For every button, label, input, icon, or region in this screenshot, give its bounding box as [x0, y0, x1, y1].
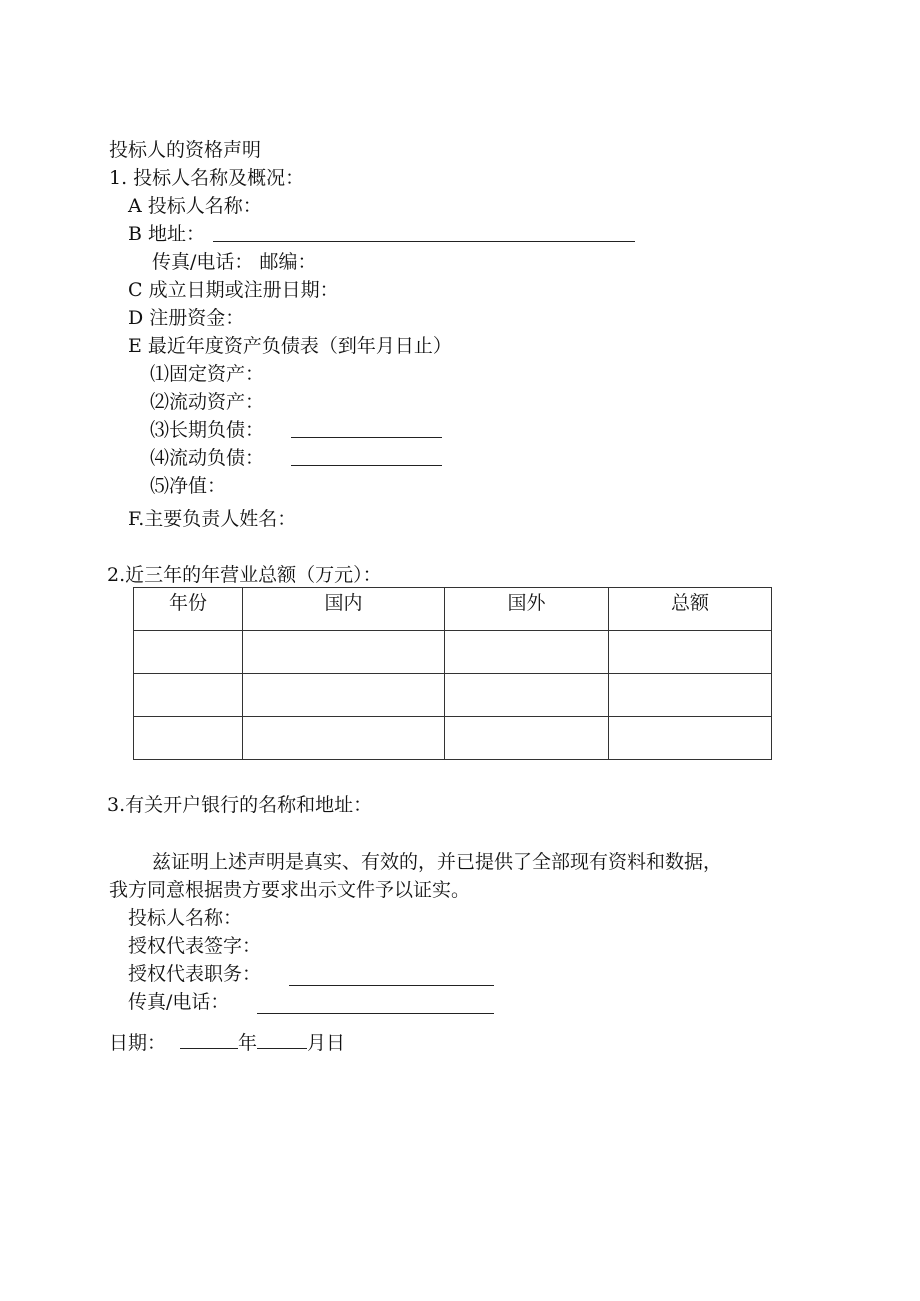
table-cell[interactable] — [243, 631, 445, 674]
table-row — [134, 674, 772, 717]
revenue-table — [133, 587, 772, 760]
table-cell[interactable] — [243, 674, 445, 717]
table-cell[interactable] — [243, 717, 445, 760]
section2-heading: 2.近三年的年营业总额（万元）： — [107, 564, 382, 586]
table-row — [134, 717, 772, 760]
signature-bidder-name-label: 投标人名称： — [128, 907, 243, 929]
table-header-row — [134, 588, 772, 631]
document-title: 投标人的资格声明 — [109, 139, 262, 161]
current-liabilities-label: ⑷流动负债： — [150, 447, 265, 469]
table-cell[interactable] — [445, 631, 609, 674]
rep-title-label: 授权代表职务： — [128, 963, 262, 985]
table-cell[interactable] — [445, 674, 609, 717]
declaration-line2: 我方同意根据贵方要求出示文件予以证实。 — [109, 879, 471, 901]
date-year-text: 年 — [238, 1032, 258, 1054]
balance-sheet-label: E 最近年度资产负债表（到年月日止） — [128, 335, 452, 357]
fax-phone-underline — [257, 1013, 494, 1014]
header-total: 总额 — [609, 588, 772, 631]
table-cell[interactable] — [609, 674, 772, 717]
table-cell[interactable] — [609, 631, 772, 674]
date-year-blank — [180, 1030, 238, 1049]
section1-heading: 1. 投标人名称及概况： — [109, 167, 305, 189]
date-month-day-text: 月日 — [307, 1032, 346, 1054]
table-row — [134, 631, 772, 674]
principal-name-label: F.主要负责人姓名： — [128, 508, 297, 530]
section3-heading: 3.有关开户银行的名称和地址： — [107, 794, 373, 816]
long-term-liabilities-underline — [291, 437, 442, 438]
establish-date-label: C 成立日期或注册日期： — [128, 279, 339, 301]
bidder-name-label: A 投标人名称： — [128, 195, 262, 217]
address-underline — [213, 241, 635, 242]
registered-capital-label: D 注册资金： — [128, 307, 245, 329]
net-worth-label: ⑸净值： — [150, 475, 227, 497]
header-year: 年份 — [134, 588, 243, 631]
current-assets-label: ⑵流动资产： — [150, 391, 265, 413]
date-line — [109, 1030, 345, 1054]
table-cell[interactable] — [134, 631, 243, 674]
long-term-liabilities-label: ⑶长期负债： — [150, 419, 265, 441]
fax-postcode-label: 传真/电话： 邮编： — [152, 251, 317, 273]
table-cell[interactable] — [134, 717, 243, 760]
header-domestic: 国内 — [243, 588, 445, 631]
table-cell[interactable] — [134, 674, 243, 717]
rep-signature-label: 授权代表签字： — [128, 935, 262, 957]
current-liabilities-underline — [291, 465, 442, 466]
table-cell[interactable] — [609, 717, 772, 760]
rep-title-underline — [289, 985, 494, 986]
date-month-blank — [257, 1030, 307, 1049]
header-overseas: 国外 — [445, 588, 609, 631]
signature-fax-phone-label: 传真/电话： — [128, 991, 230, 1013]
table-cell[interactable] — [445, 717, 609, 760]
fixed-assets-label: ⑴固定资产： — [150, 363, 265, 385]
address-label: B 地址： — [128, 223, 206, 245]
date-label: 日期： — [109, 1032, 167, 1054]
declaration-line1: 兹证明上述声明是真实、有效的，并已提供了全部现有资料和数据， — [152, 851, 723, 873]
